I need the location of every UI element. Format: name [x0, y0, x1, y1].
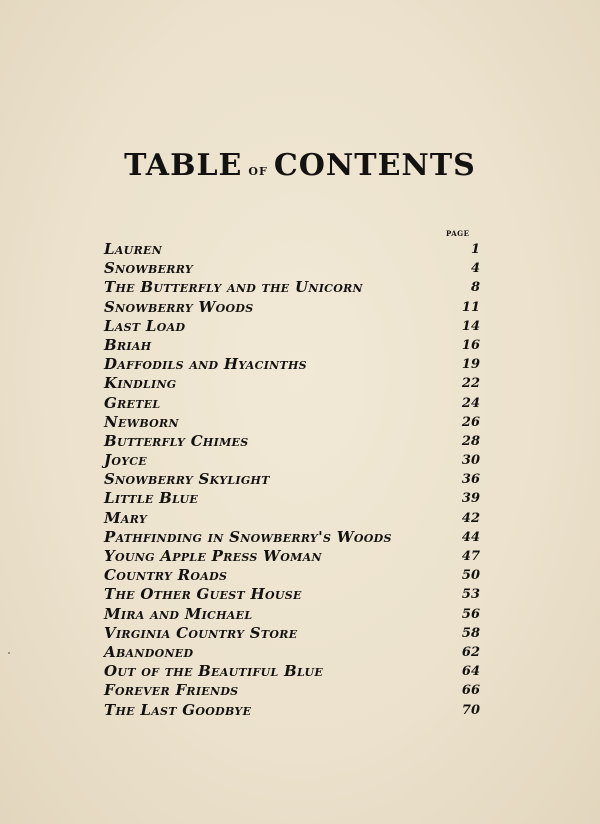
toc-entry-title: Snowberry Woods — [104, 297, 254, 316]
toc-entry-title: Little Blue — [104, 489, 199, 508]
toc-entry-title: Last Load — [104, 316, 186, 335]
toc-entry — [104, 585, 494, 604]
toc-entry — [104, 355, 494, 374]
toc-entry — [104, 298, 494, 317]
toc-entry-title: Lauren — [104, 240, 163, 258]
paper-speck — [8, 652, 10, 654]
toc-entry — [104, 624, 494, 643]
toc-entry — [104, 451, 494, 470]
toc-entry-page-number: 8 — [470, 280, 480, 296]
toc-entry — [104, 336, 494, 355]
toc-entry-title: Joyce — [104, 451, 147, 470]
toc-entry-title: Briah — [104, 335, 152, 354]
toc-entry — [104, 240, 494, 259]
toc-entry — [104, 317, 494, 336]
toc-entry-title: Butterfly Chimes — [104, 431, 249, 450]
toc-entry — [104, 643, 494, 662]
toc-entry-page-number: 1 — [470, 242, 480, 257]
toc-entry — [104, 394, 494, 413]
toc-entry — [104, 701, 494, 720]
toc-entry-page-number: 30 — [461, 453, 480, 469]
toc-entry — [104, 374, 494, 393]
toc-entry-page-number: 58 — [461, 625, 480, 641]
toc-entry-page-number: 28 — [461, 433, 480, 449]
toc-entry-title: Daffodils and Hyacinths — [104, 355, 307, 374]
toc-entry-page-number: 47 — [461, 549, 480, 564]
toc-entry — [104, 605, 494, 624]
table-of-contents-list — [104, 240, 494, 720]
toc-entry-title: Newborn — [104, 412, 179, 431]
toc-entry-title: Country Roads — [104, 566, 228, 585]
toc-entry-page-number: 64 — [461, 664, 480, 680]
title-word-table: TABLE — [124, 148, 243, 183]
toc-entry-title: Virginia Country Store — [104, 623, 298, 642]
toc-entry-page-number: 19 — [461, 357, 480, 373]
toc-entry — [104, 547, 494, 566]
toc-entry-page-number: 24 — [461, 395, 480, 411]
toc-entry-page-number: 26 — [461, 414, 480, 430]
toc-entry-title: Young Apple Press Woman — [104, 547, 322, 565]
toc-entry — [104, 681, 494, 700]
toc-entry — [104, 259, 494, 278]
toc-entry-page-number: 4 — [470, 261, 480, 277]
toc-entry-page-number: 70 — [461, 702, 480, 718]
title-word-contents: CONTENTS — [273, 148, 476, 183]
page-title — [0, 148, 600, 183]
toc-entry-page-number: 42 — [461, 510, 480, 526]
toc-entry — [104, 489, 494, 508]
toc-entry-title: Out of the Beautiful Blue — [104, 662, 324, 681]
toc-entry — [104, 432, 494, 451]
toc-entry-title: The Butterfly and the Unicorn — [104, 278, 363, 297]
toc-entry-title: Mary — [104, 508, 147, 527]
toc-entry-page-number: 44 — [461, 529, 480, 545]
toc-entry-title: The Last Goodbye — [104, 700, 252, 719]
toc-entry-page-number: 14 — [461, 318, 480, 334]
title-word-of: of — [248, 160, 268, 179]
toc-entry — [104, 413, 494, 432]
toc-entry-page-number: 53 — [461, 587, 480, 603]
toc-entry-page-number: 50 — [461, 568, 480, 584]
toc-entry-title: Pathfinding in Snowberry's Woods — [104, 527, 392, 546]
toc-entry-title: Gretel — [104, 393, 161, 412]
toc-entry-page-number: 62 — [461, 644, 480, 660]
toc-entry-title: Forever Friends — [104, 681, 239, 700]
toc-entry — [104, 278, 494, 297]
toc-entry-page-number: 66 — [461, 683, 480, 699]
toc-entry — [104, 662, 494, 681]
toc-entry-title: Snowberry Skylight — [104, 470, 270, 489]
toc-entry — [104, 470, 494, 489]
toc-entry-title: Kindling — [104, 374, 177, 393]
toc-entry-page-number: 36 — [461, 472, 480, 488]
toc-entry-page-number: 39 — [461, 491, 480, 507]
toc-entry — [104, 509, 494, 528]
toc-entry-title: Snowberry — [104, 259, 194, 278]
toc-entry-page-number: 16 — [461, 337, 480, 353]
toc-entry-title: The Other Guest House — [104, 585, 302, 604]
toc-entry-page-number: 56 — [461, 606, 480, 622]
toc-entry-title: Mira and Michael — [104, 604, 253, 623]
toc-entry-page-number: 22 — [461, 376, 480, 392]
toc-entry — [104, 528, 494, 547]
toc-entry — [104, 566, 494, 585]
toc-entry-title: Abandoned — [104, 642, 194, 661]
page-column-header: page — [446, 228, 470, 239]
toc-entry-page-number: 11 — [461, 299, 480, 315]
